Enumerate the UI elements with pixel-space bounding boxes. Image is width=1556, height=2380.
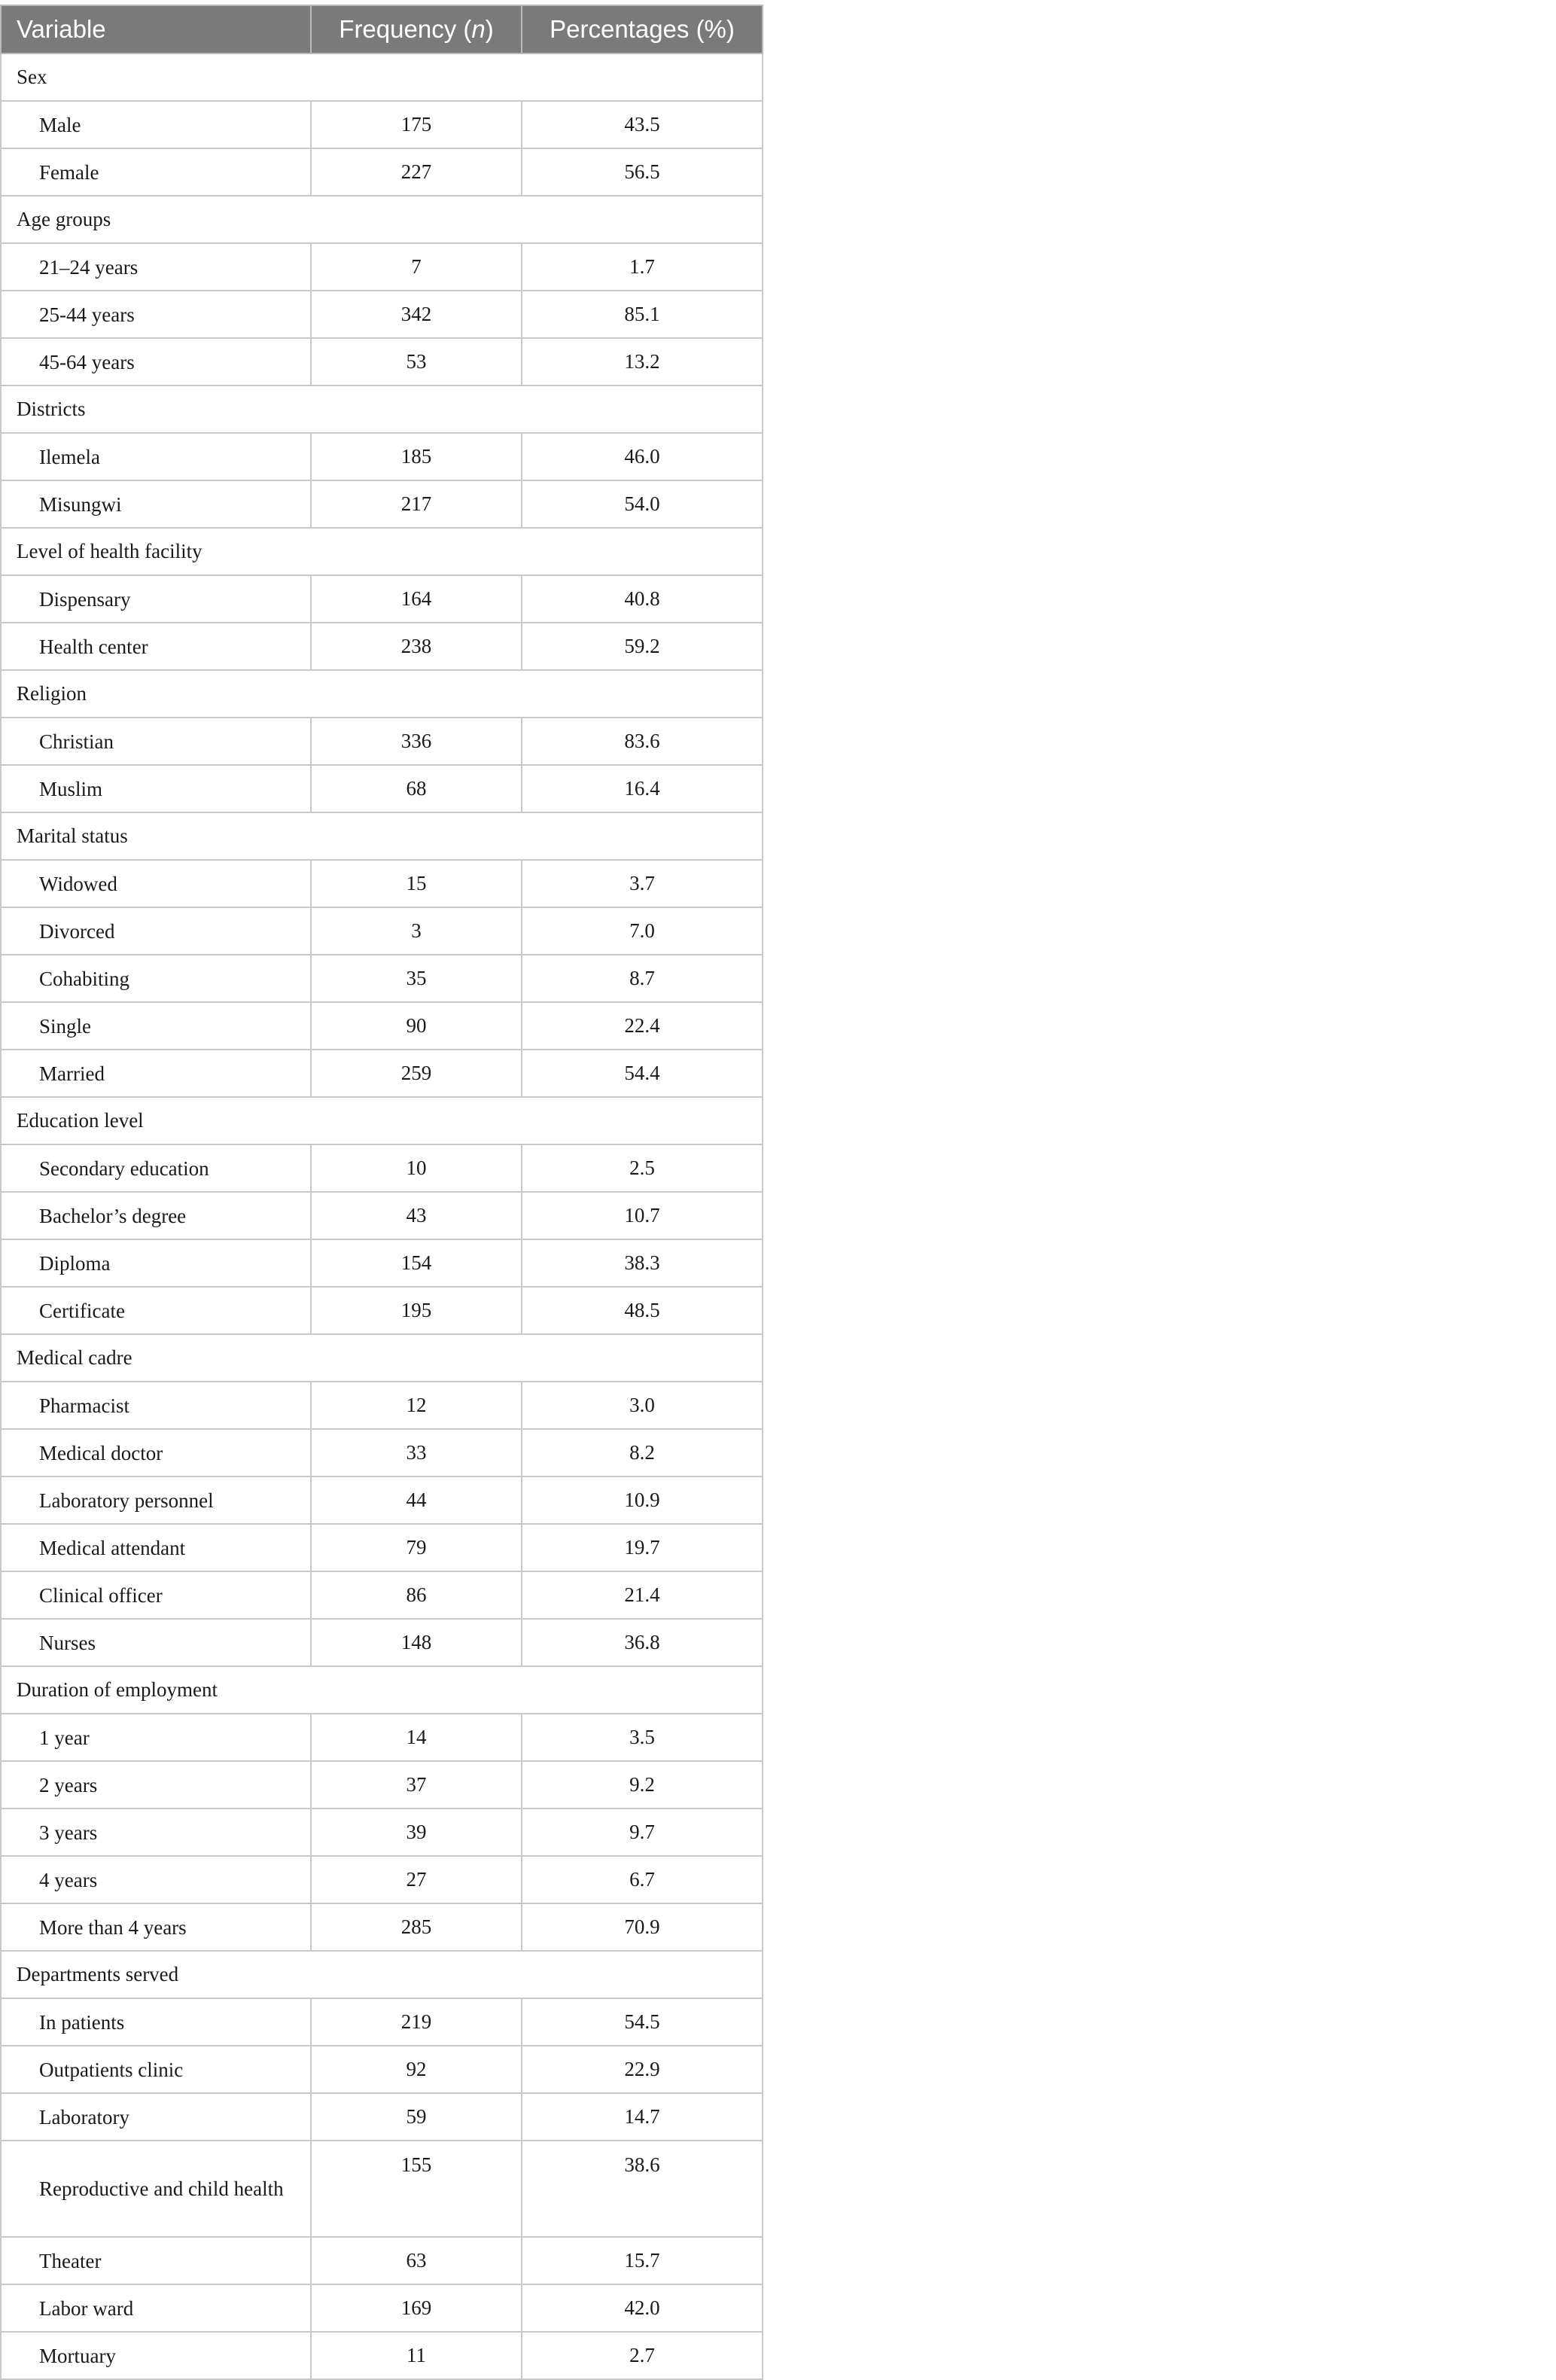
- table-row: [1, 765, 763, 812]
- row-label: 45-64 years: [1, 338, 311, 385]
- row-label: Mortuary: [1, 2332, 311, 2379]
- frequency-cell: 3: [311, 907, 522, 955]
- group-row: [1, 385, 763, 433]
- group-row: [1, 53, 763, 101]
- percentage-cell: 22.9: [522, 2046, 763, 2093]
- table-row: [1, 1571, 763, 1619]
- row-label: Clinical officer: [1, 1571, 311, 1619]
- table-row: [1, 1287, 763, 1334]
- percentage-cell: 22.4: [522, 1002, 763, 1050]
- table-row: [1, 291, 763, 338]
- table-row: [1, 2141, 763, 2237]
- row-label: Laboratory: [1, 2093, 311, 2141]
- table-row: [1, 480, 763, 528]
- frequency-cell: 14: [311, 1714, 522, 1761]
- group-row: [1, 812, 763, 860]
- group-label: Age groups: [1, 196, 763, 243]
- frequency-label: Frequency (: [339, 15, 472, 43]
- frequency-cell: 90: [311, 1002, 522, 1050]
- frequency-cell: 285: [311, 1903, 522, 1951]
- percentage-cell: 46.0: [522, 433, 763, 480]
- row-label: Married: [1, 1050, 311, 1097]
- frequency-cell: 92: [311, 2046, 522, 2093]
- percentage-cell: 15.7: [522, 2237, 763, 2284]
- group-row: [1, 1097, 763, 1144]
- row-label: Dispensary: [1, 575, 311, 623]
- percentage-cell: 38.3: [522, 1239, 763, 1287]
- row-label: Muslim: [1, 765, 311, 812]
- table-row: [1, 2093, 763, 2141]
- frequency-cell: 43: [311, 1192, 522, 1239]
- group-label: Medical cadre: [1, 1334, 763, 1382]
- group-row: [1, 196, 763, 243]
- frequency-cell: 10: [311, 1144, 522, 1192]
- percentage-cell: 43.5: [522, 101, 763, 148]
- frequency-cell: 7: [311, 243, 522, 291]
- table-row: [1, 338, 763, 385]
- table-row: [1, 2332, 763, 2379]
- table-row: [1, 148, 763, 196]
- row-label: 21–24 years: [1, 243, 311, 291]
- percentage-cell: 85.1: [522, 291, 763, 338]
- frequency-cell: 63: [311, 2237, 522, 2284]
- percentage-cell: 42.0: [522, 2284, 763, 2332]
- row-label: Theater: [1, 2237, 311, 2284]
- percentage-cell: 38.6: [522, 2141, 763, 2237]
- row-label: Nurses: [1, 1619, 311, 1666]
- row-label: Reproductive and child health: [1, 2141, 311, 2237]
- percentage-cell: 2.7: [522, 2332, 763, 2379]
- frequency-cell: 33: [311, 1429, 522, 1476]
- percentage-cell: 54.0: [522, 480, 763, 528]
- frequency-cell: 15: [311, 860, 522, 907]
- table-row: [1, 1856, 763, 1903]
- frequency-cell: 185: [311, 433, 522, 480]
- column-header-percentages: Percentages (%): [522, 5, 763, 53]
- row-label: Widowed: [1, 860, 311, 907]
- table-row: [1, 243, 763, 291]
- row-label: More than 4 years: [1, 1903, 311, 1951]
- row-label: Cohabiting: [1, 955, 311, 1002]
- row-label: Medical attendant: [1, 1524, 311, 1571]
- table-row: [1, 1002, 763, 1050]
- row-label: Health center: [1, 623, 311, 670]
- frequency-cell: 336: [311, 718, 522, 765]
- table-row: [1, 955, 763, 1002]
- table-row: [1, 1998, 763, 2046]
- table-row: [1, 1903, 763, 1951]
- row-label: In patients: [1, 1998, 311, 2046]
- group-label: Marital status: [1, 812, 763, 860]
- table-row: [1, 1382, 763, 1429]
- table-row: [1, 1429, 763, 1476]
- group-label: Religion: [1, 670, 763, 718]
- frequency-cell: 154: [311, 1239, 522, 1287]
- header-row: [1, 5, 763, 53]
- frequency-cell: 195: [311, 1287, 522, 1334]
- table-row: [1, 1144, 763, 1192]
- group-row: [1, 670, 763, 718]
- row-label: Medical doctor: [1, 1429, 311, 1476]
- row-label: Ilemela: [1, 433, 311, 480]
- frequency-cell: 59: [311, 2093, 522, 2141]
- percentage-cell: 3.7: [522, 860, 763, 907]
- table-row: [1, 623, 763, 670]
- row-label: Female: [1, 148, 311, 196]
- percentage-cell: 36.8: [522, 1619, 763, 1666]
- frequency-n-symbol: n: [471, 15, 486, 43]
- percentage-cell: 8.7: [522, 955, 763, 1002]
- frequency-cell: 217: [311, 480, 522, 528]
- table-row: [1, 1619, 763, 1666]
- frequency-cell: 44: [311, 1476, 522, 1524]
- frequency-cell: 35: [311, 955, 522, 1002]
- row-label: 1 year: [1, 1714, 311, 1761]
- table-row: [1, 907, 763, 955]
- percentage-cell: 10.9: [522, 1476, 763, 1524]
- row-label: 2 years: [1, 1761, 311, 1809]
- frequency-cell: 68: [311, 765, 522, 812]
- row-label: Christian: [1, 718, 311, 765]
- table-row: [1, 718, 763, 765]
- table-body: [1, 53, 763, 2379]
- table-row: [1, 1476, 763, 1524]
- group-label: Districts: [1, 385, 763, 433]
- percentage-cell: 2.5: [522, 1144, 763, 1192]
- group-label: Duration of employment: [1, 1666, 763, 1714]
- percentage-cell: 8.2: [522, 1429, 763, 1476]
- frequency-cell: 175: [311, 101, 522, 148]
- percentage-cell: 1.7: [522, 243, 763, 291]
- table-row: [1, 1524, 763, 1571]
- row-label: Secondary education: [1, 1144, 311, 1192]
- percentage-cell: 59.2: [522, 623, 763, 670]
- frequency-label-close: ): [485, 15, 494, 43]
- table-row: [1, 2046, 763, 2093]
- frequency-cell: 53: [311, 338, 522, 385]
- group-row: [1, 528, 763, 575]
- row-label: Laboratory personnel: [1, 1476, 311, 1524]
- percentage-cell: 14.7: [522, 2093, 763, 2141]
- table-row: [1, 1714, 763, 1761]
- row-label: Outpatients clinic: [1, 2046, 311, 2093]
- percentage-cell: 19.7: [522, 1524, 763, 1571]
- row-label: Bachelor’s degree: [1, 1192, 311, 1239]
- frequency-cell: 227: [311, 148, 522, 196]
- percentage-cell: 7.0: [522, 907, 763, 955]
- table-row: [1, 1239, 763, 1287]
- row-label: Labor ward: [1, 2284, 311, 2332]
- percentage-cell: 48.5: [522, 1287, 763, 1334]
- frequency-cell: 155: [311, 2141, 522, 2237]
- percentage-cell: 3.5: [522, 1714, 763, 1761]
- frequency-cell: 11: [311, 2332, 522, 2379]
- table-header: [1, 5, 763, 53]
- group-label: Departments served: [1, 1951, 763, 1998]
- frequency-cell: 37: [311, 1761, 522, 1809]
- percentage-cell: 13.2: [522, 338, 763, 385]
- group-row: [1, 1334, 763, 1382]
- table-row: [1, 1761, 763, 1809]
- percentage-cell: 83.6: [522, 718, 763, 765]
- table-row: [1, 433, 763, 480]
- percentage-cell: 54.4: [522, 1050, 763, 1097]
- table-row: [1, 860, 763, 907]
- demographics-table: [0, 5, 763, 2380]
- group-label: Level of health facility: [1, 528, 763, 575]
- frequency-cell: 164: [311, 575, 522, 623]
- frequency-cell: 79: [311, 1524, 522, 1571]
- table-row: [1, 2284, 763, 2332]
- frequency-cell: 169: [311, 2284, 522, 2332]
- group-label: Education level: [1, 1097, 763, 1144]
- frequency-cell: 39: [311, 1809, 522, 1856]
- row-label: Divorced: [1, 907, 311, 955]
- row-label: Diploma: [1, 1239, 311, 1287]
- frequency-cell: 12: [311, 1382, 522, 1429]
- row-label: Single: [1, 1002, 311, 1050]
- row-label: 25-44 years: [1, 291, 311, 338]
- column-header-variable: Variable: [1, 5, 311, 53]
- row-label: Certificate: [1, 1287, 311, 1334]
- row-label: Misungwi: [1, 480, 311, 528]
- frequency-cell: 219: [311, 1998, 522, 2046]
- frequency-cell: 27: [311, 1856, 522, 1903]
- percentage-cell: 9.7: [522, 1809, 763, 1856]
- group-row: [1, 1666, 763, 1714]
- table-row: [1, 101, 763, 148]
- percentage-cell: 54.5: [522, 1998, 763, 2046]
- column-header-frequency: [311, 5, 522, 53]
- percentage-cell: 16.4: [522, 765, 763, 812]
- group-row: [1, 1951, 763, 1998]
- row-label: Male: [1, 101, 311, 148]
- percentage-cell: 70.9: [522, 1903, 763, 1951]
- frequency-cell: 342: [311, 291, 522, 338]
- frequency-cell: 238: [311, 623, 522, 670]
- frequency-cell: 86: [311, 1571, 522, 1619]
- table-row: [1, 1050, 763, 1097]
- group-label: Sex: [1, 53, 763, 101]
- table-row: [1, 1192, 763, 1239]
- table-row: [1, 575, 763, 623]
- percentage-cell: 40.8: [522, 575, 763, 623]
- row-label: 4 years: [1, 1856, 311, 1903]
- row-label: Pharmacist: [1, 1382, 311, 1429]
- table-row: [1, 1809, 763, 1856]
- percentage-cell: 6.7: [522, 1856, 763, 1903]
- frequency-cell: 259: [311, 1050, 522, 1097]
- frequency-cell: 148: [311, 1619, 522, 1666]
- percentage-cell: 21.4: [522, 1571, 763, 1619]
- table-row: [1, 2237, 763, 2284]
- percentage-cell: 9.2: [522, 1761, 763, 1809]
- percentage-cell: 10.7: [522, 1192, 763, 1239]
- percentage-cell: 3.0: [522, 1382, 763, 1429]
- row-label: 3 years: [1, 1809, 311, 1856]
- percentage-cell: 56.5: [522, 148, 763, 196]
